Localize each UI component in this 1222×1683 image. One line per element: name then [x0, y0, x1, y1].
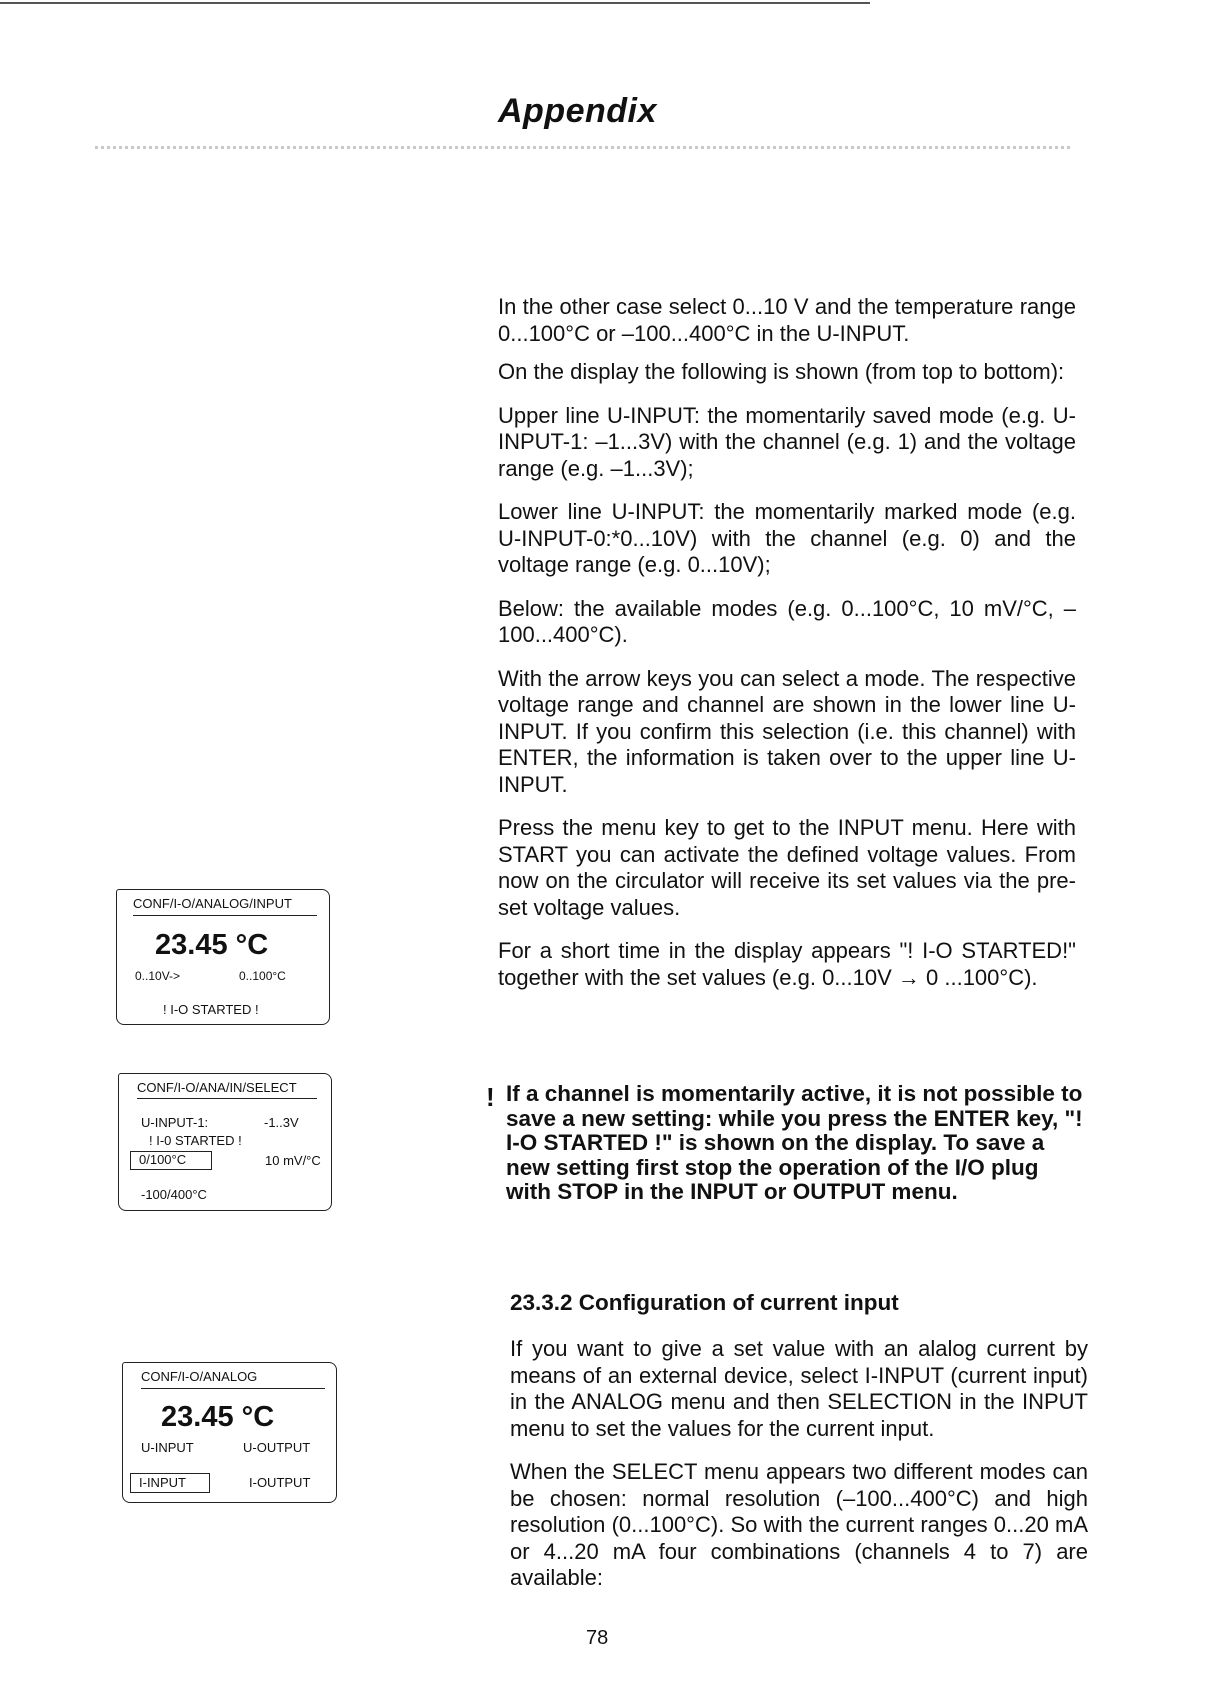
paragraph: Lower line U-INPUT: the momentarily marked mode (e.g. U-INPUT-0:*0...10V) with the channel (e.g. 0) and the voltage range (e.g. 0...10V);	[498, 499, 1076, 577]
paragraph: Press the menu key to get to the INPUT menu. Here with START you can activate the defined voltage values. From now on the circulator will receive its set values via the pre-set voltage values.	[498, 815, 1076, 920]
menu-option: U-INPUT	[141, 1440, 194, 1455]
paragraph: With the arrow keys you can select a mode. The respective voltage range and channel are shown in the lower line U-INPUT. If you confirm this selection (i.e. this channel) with ENTER, the information is taken over to the upper line U-INPUT.	[498, 665, 1076, 797]
page-title: Appendix	[498, 92, 657, 130]
display-status: ! I-O STARTED !	[163, 1002, 259, 1017]
text-column-a	[498, 294, 1076, 991]
paragraph: When the SELECT menu appears two different modes can be chosen: normal resolution (–100...400°C) and high resolution (0...100°C). So with the current ranges 0...20 mA or 4...20 mA four combinations (channels 4 to 7) are available:	[510, 1459, 1088, 1590]
selected-menu-option: I-INPUT	[139, 1475, 186, 1490]
display-header: CONF/I-O/ANALOG/INPUT	[133, 896, 292, 911]
display-header: CONF/I-O/ANA/IN/SELECT	[137, 1080, 297, 1095]
paragraph: In the other case select 0...10 V and the temperature range 0...100°C or –100...400°C in the U-INPUT.	[498, 294, 1076, 346]
lcd-display-select	[118, 1073, 332, 1211]
mode-option: 10 mV/°C	[265, 1153, 321, 1168]
menu-option: U-OUTPUT	[243, 1440, 311, 1455]
lcd-display-input	[116, 889, 330, 1025]
display-temperature: 23.45 °C	[155, 929, 269, 961]
display-header-rule	[137, 1098, 317, 1099]
text-column-b	[510, 1336, 1088, 1592]
selected-mode: 0/100°C	[139, 1152, 187, 1167]
display-status: ! I-0 STARTED !	[149, 1133, 242, 1148]
display-range-left: 0..10V->	[135, 969, 181, 983]
display-range-right: 0..100°C	[239, 969, 286, 983]
display-temperature: 23.45 °C	[161, 1401, 275, 1433]
paragraph: For a short time in the display appears "! I-O STARTED!" together with the set values (e.g. 0...10V → 0 ...100°C).	[498, 938, 1076, 990]
selected-mode-box	[130, 1151, 212, 1170]
paragraph: Upper line U-INPUT: the momentarily saved mode (e.g. U-INPUT-1: –1...3V) with the channel (e.g. 1) and the voltage range (e.g. –1...3V);	[498, 402, 1076, 481]
display-channel-label: U-INPUT-1:	[141, 1115, 209, 1130]
paragraph: On the display the following is shown (from top to bottom):	[498, 359, 1065, 384]
warning-exclamation-icon: !	[486, 1082, 495, 1112]
selected-menu-option-box	[130, 1473, 210, 1493]
warning-text: If a channel is momentarily active, it is not possible to save a new setting: while you press the ENTER key, "! I-O STARTED !" is shown on the display. To save a new setting first stop the operation of the I/O plug with STOP in the INPUT or OUTPUT menu.	[506, 1081, 1083, 1204]
section-heading: 23.3.2 Configuration of current input	[510, 1290, 899, 1315]
lcd-display-analog	[122, 1362, 337, 1503]
display-header-rule	[133, 915, 317, 916]
top-rule	[0, 2, 870, 4]
display-channel-range: -1..3V	[264, 1115, 299, 1130]
page-number: 78	[586, 1627, 609, 1649]
title-dotted-rule	[95, 146, 1070, 149]
display-header-rule	[141, 1388, 325, 1389]
mode-option: -100/400°C	[141, 1187, 207, 1202]
paragraph: Below: the available modes (e.g. 0...100°C, 10 mV/°C, –100...400°C).	[498, 595, 1076, 647]
paragraph: If you want to give a set value with an alalog current by means of an external device, select I-INPUT (current input) in the ANALOG menu and then SELECTION in the INPUT menu to set the values for the current input.	[510, 1336, 1088, 1441]
display-header: CONF/I-O/ANALOG	[141, 1369, 258, 1384]
menu-option: I-OUTPUT	[249, 1475, 311, 1490]
